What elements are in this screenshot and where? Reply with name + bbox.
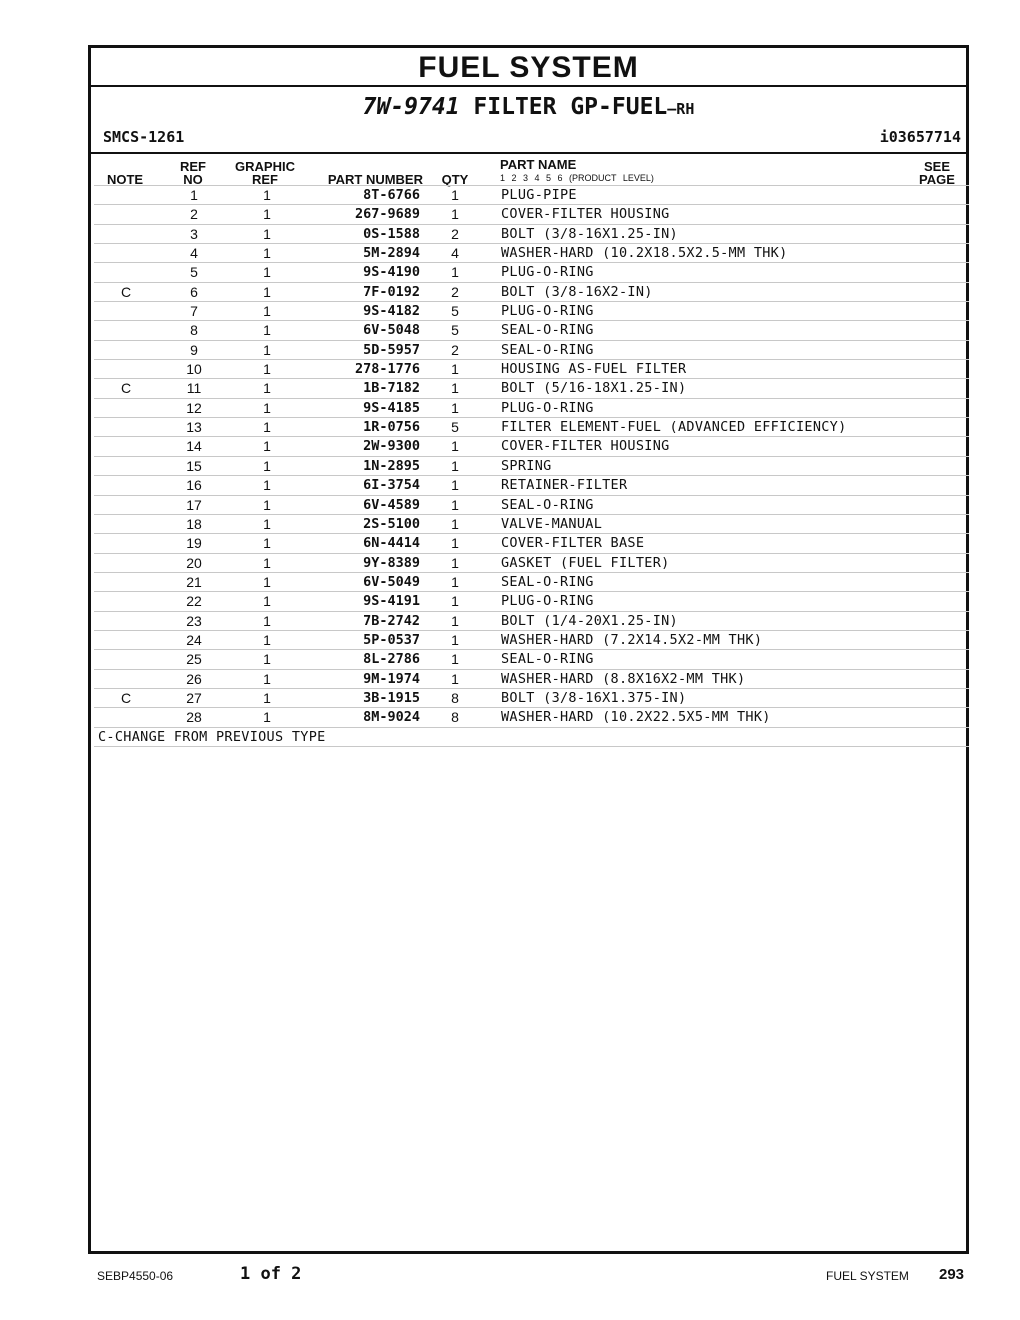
part-ref-no: 27 [186,689,202,706]
part-number: 9S-4190 [363,264,420,281]
part-name: BOLT (3/8-16X2-IN) [501,283,653,300]
part-number: 7F-0192 [363,283,420,300]
table-row [94,244,969,263]
part-number: 5D-5957 [363,341,420,358]
part-graphic-ref: 1 [263,361,271,378]
col-header-ref-top: REF [180,159,206,174]
part-number: 8M-9024 [363,709,420,726]
table-row [94,205,969,224]
col-header-graphic-bottom: REF [252,172,278,187]
part-ref-no: 10 [186,361,202,378]
part-graphic-ref: 1 [263,477,271,494]
part-name: PLUG-PIPE [501,187,577,203]
part-name: GASKET (FUEL FILTER) [501,554,670,571]
col-header-note: NOTE [106,172,144,187]
part-qty: 1 [451,380,459,397]
part-ref-no: 23 [186,612,202,629]
part-ref-no: 22 [186,593,202,610]
part-graphic-ref: 1 [263,225,271,242]
part-graphic-ref: 1 [263,245,271,262]
part-graphic-ref: 1 [263,438,271,455]
part-number: 9S-4191 [363,593,420,610]
part-qty: 2 [451,341,459,358]
part-name: BOLT (3/8-16X1.375-IN) [501,689,687,706]
part-ref-no: 21 [186,573,202,590]
part-graphic-ref: 1 [263,187,271,203]
part-ref-no: 18 [186,515,202,532]
table-row [94,554,969,573]
table-row [94,612,969,631]
table-row [94,399,969,418]
part-name: PLUG-O-RING [501,264,594,281]
table-row [94,670,969,689]
part-graphic-ref: 1 [263,573,271,590]
table-row [94,263,969,282]
table-row [94,650,969,669]
part-ref-no: 16 [186,477,202,494]
part-name: SPRING [501,457,552,474]
part-name: COVER-FILTER BASE [501,535,645,552]
col-header-see-page [915,160,959,186]
part-ref-no: 13 [186,419,202,436]
table-row [94,515,969,534]
part-name: PLUG-O-RING [501,303,594,320]
table-row [94,457,969,476]
part-name: PLUG-O-RING [501,399,594,416]
part-qty: 1 [451,593,459,610]
table-row [94,592,969,611]
part-ref-no: 15 [186,457,202,474]
part-note: C [120,380,132,397]
col-header-see-top: SEE [923,159,950,174]
part-graphic-ref: 1 [263,457,271,474]
page-title: FUEL SYSTEM [91,48,966,87]
product-level-label: 1 2 3 4 5 6 (PRODUCT LEVEL) [500,173,654,183]
part-number: 2W-9300 [363,438,420,455]
part-graphic-ref: 1 [263,341,271,358]
footer-doc-number: SEBP4550-06 [97,1269,174,1283]
part-number: 8T-6766 [363,187,420,203]
table-row [94,321,969,340]
part-qty: 1 [451,573,459,590]
illustration-id: i03657714 [879,128,961,146]
part-graphic-ref: 1 [263,709,271,726]
part-qty: 1 [451,554,459,571]
part-number: 8L-2786 [363,651,420,668]
part-qty: 1 [451,631,459,648]
part-qty: 5 [451,419,459,436]
table-row [94,496,969,515]
part-qty: 1 [451,264,459,281]
footer-page-number: 293 [939,1266,965,1283]
table-row [94,476,969,495]
part-ref-no: 19 [186,535,202,552]
table-row [94,185,969,205]
part-name: BOLT (1/4-20X1.25-IN) [501,612,678,629]
part-qty: 1 [451,457,459,474]
table-row [94,708,969,727]
part-note: C [120,283,132,300]
col-header-graphic-ref [232,160,298,186]
part-qty: 2 [451,283,459,300]
part-graphic-ref: 1 [263,283,271,300]
part-ref-no: 25 [186,651,202,668]
part-name: SEAL-O-RING [501,651,594,668]
part-number: 2S-5100 [363,515,420,532]
part-name: WASHER-HARD (10.2X18.5X2.5-MM THK) [501,245,788,262]
smcs-code: SMCS-1261 [103,128,185,146]
part-graphic-ref: 1 [263,651,271,668]
table-row [94,534,969,553]
group-suffix: –RH [667,100,695,118]
part-graphic-ref: 1 [263,496,271,513]
part-graphic-ref: 1 [263,419,271,436]
part-ref-no: 20 [186,554,202,571]
part-number: 9Y-8389 [363,554,420,571]
table-row [94,437,969,456]
part-graphic-ref: 1 [263,593,271,610]
table-row [94,689,969,708]
part-ref-no: 5 [190,264,198,281]
part-qty: 1 [451,361,459,378]
parts-table [94,185,969,747]
part-qty: 1 [451,612,459,629]
part-qty: 1 [451,187,459,203]
footer-section: FUEL SYSTEM [826,1269,909,1283]
col-header-graphic-top: GRAPHIC [235,159,295,174]
part-qty: 1 [451,496,459,513]
col-header-part-name: PART NAME [500,157,577,172]
part-qty: 1 [451,651,459,668]
part-number: 1R-0756 [363,419,420,436]
part-qty: 1 [451,399,459,416]
col-header-part-number: PART NUMBER [327,172,423,187]
part-name: SEAL-O-RING [501,573,594,590]
part-name: WASHER-HARD (7.2X14.5X2-MM THK) [501,631,763,648]
part-ref-no: 26 [186,670,202,687]
part-number: 0S-1588 [363,225,420,242]
part-number: 5M-2894 [363,245,420,262]
col-header-ref [173,160,213,186]
part-number: 3B-1915 [363,689,420,706]
note-legend: C-CHANGE FROM PREVIOUS TYPE [94,728,969,747]
part-graphic-ref: 1 [263,206,271,223]
part-name: FILTER ELEMENT-FUEL (ADVANCED EFFICIENCY) [501,419,847,436]
part-qty: 5 [451,303,459,320]
group-name: FILTER GP-FUEL [459,94,668,120]
part-number: 1B-7182 [363,380,420,397]
table-row [94,360,969,379]
part-ref-no: 11 [186,380,202,397]
part-name: WASHER-HARD (8.8X16X2-MM THK) [501,670,746,687]
table-row [94,283,969,302]
part-name: HOUSING AS-FUEL FILTER [501,361,687,378]
part-ref-no: 17 [186,496,202,513]
part-name: SEAL-O-RING [501,496,594,513]
part-number: 6V-5049 [363,573,420,590]
part-graphic-ref: 1 [263,264,271,281]
table-row [94,573,969,592]
part-name: COVER-FILTER HOUSING [501,438,670,455]
part-ref-no: 8 [190,322,198,339]
part-qty: 8 [451,689,459,706]
table-row [94,302,969,321]
part-ref-no: 28 [186,709,202,726]
group-number: 7W-9741 [362,94,460,120]
table-row [94,341,969,360]
part-graphic-ref: 1 [263,399,271,416]
part-qty: 4 [451,245,459,262]
part-qty: 5 [451,322,459,339]
part-ref-no: 7 [190,303,198,320]
header-divider [91,152,966,154]
part-number: 9S-4185 [363,399,420,416]
part-graphic-ref: 1 [263,631,271,648]
part-number: 6N-4414 [363,535,420,552]
part-qty: 1 [451,477,459,494]
part-graphic-ref: 1 [263,515,271,532]
part-graphic-ref: 1 [263,554,271,571]
table-row [94,225,969,244]
part-ref-no: 2 [190,206,198,223]
part-number: 267-9689 [354,206,420,223]
col-header-see-bottom: PAGE [919,172,955,187]
part-name: RETAINER-FILTER [501,477,628,494]
part-qty: 1 [451,515,459,532]
part-number: 1N-2895 [363,457,420,474]
part-qty: 2 [451,225,459,242]
part-name: WASHER-HARD (10.2X22.5X5-MM THK) [501,709,771,726]
page-frame [88,45,969,1254]
col-header-ref-bottom: NO [183,172,203,187]
part-name: BOLT (3/8-16X1.25-IN) [501,225,678,242]
part-name: SEAL-O-RING [501,341,594,358]
part-qty: 1 [451,438,459,455]
table-row [94,418,969,437]
part-ref-no: 3 [190,225,198,242]
part-name: VALVE-MANUAL [501,515,603,532]
part-ref-no: 4 [190,245,198,262]
part-number: 6I-3754 [363,477,420,494]
part-ref-no: 6 [190,283,198,300]
footer-page-of: 1 of 2 [240,1264,302,1284]
part-number: 9S-4182 [363,303,420,320]
part-number: 9M-1974 [363,670,420,687]
part-number: 5P-0537 [363,631,420,648]
part-name: SEAL-O-RING [501,322,594,339]
part-ref-no: 14 [186,438,202,455]
part-graphic-ref: 1 [263,612,271,629]
part-note: C [120,689,132,706]
part-ref-no: 1 [190,187,198,203]
part-number: 6V-5048 [363,322,420,339]
part-qty: 1 [451,670,459,687]
part-qty: 1 [451,535,459,552]
part-graphic-ref: 1 [263,303,271,320]
part-ref-no: 24 [186,631,202,648]
part-name: BOLT (5/16-18X1.25-IN) [501,380,687,397]
part-graphic-ref: 1 [263,535,271,552]
part-graphic-ref: 1 [263,670,271,687]
part-graphic-ref: 1 [263,380,271,397]
table-row [94,631,969,650]
part-number: 6V-4589 [363,496,420,513]
group-heading [91,92,966,124]
part-qty: 1 [451,206,459,223]
part-ref-no: 9 [190,341,198,358]
table-row [94,379,969,398]
part-ref-no: 12 [186,399,202,416]
part-qty: 8 [451,709,459,726]
part-number: 278-1776 [354,361,420,378]
col-header-qty: QTY [441,172,469,187]
part-number: 7B-2742 [363,612,420,629]
part-name: PLUG-O-RING [501,593,594,610]
part-name: COVER-FILTER HOUSING [501,206,670,223]
part-graphic-ref: 1 [263,689,271,706]
part-graphic-ref: 1 [263,322,271,339]
